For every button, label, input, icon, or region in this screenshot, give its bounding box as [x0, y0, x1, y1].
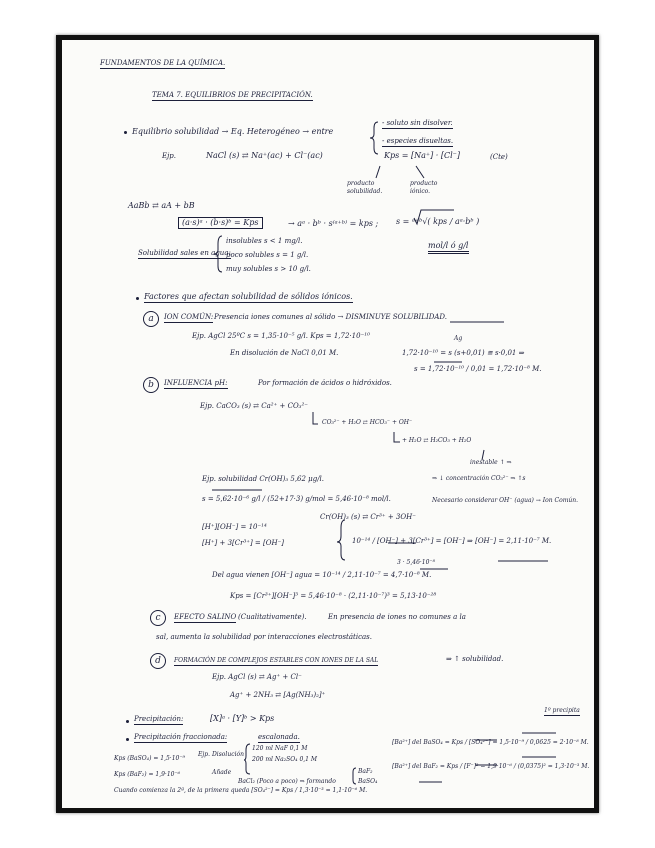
- croh3-dissociation: Cr(OH)₃ (s) ⇄ Cr³⁺ + 3OH⁻: [320, 513, 416, 521]
- insoluble-row: insolubles s < 1 mg/l.: [226, 237, 303, 245]
- ksp-expression: Kps = [Na⁺] · [Cl⁻]: [384, 151, 460, 160]
- solution-naf: 120 ml NaF 0,1 M: [252, 745, 308, 752]
- ion-comun-text: Presencia iones comunes al sólido → DISMINUYE SOLUBILIDAD.: [214, 313, 447, 321]
- cr-concentration: 3 · 5,46·10⁻⁸: [397, 559, 436, 566]
- agcl-complex-1: Ejp. AgCl (s) ⇄ Ag⁺ + Cl⁻: [212, 673, 302, 681]
- baf2-label: BaF₂: [358, 768, 373, 775]
- ionic-product-label: producto iónico.: [410, 180, 438, 195]
- ph-influence-title: INFLUENCIA pH:: [164, 379, 228, 387]
- notebook-page: [62, 40, 594, 808]
- item-a-marker: a: [143, 311, 159, 327]
- item-b-marker: b: [143, 377, 159, 393]
- bullet: [126, 738, 129, 741]
- ion-comun-title: ION COMÚN:: [164, 313, 214, 321]
- ba-from-baso4: [Ba²⁺] del BaSO₄ = Kps / [SO₄²⁻] = 1,5·10⁻⁹ / 0,0625 = 2·10⁻⁸ M.: [392, 739, 589, 746]
- salt-effect-title: EFECTO SALINO: [174, 613, 237, 621]
- oh-equation: 10⁻¹⁴ / [OH⁻] + 3[Cr³⁺] = [OH⁻] ⇒ [OH⁻] = 2,11·10⁻⁷ M.: [352, 537, 552, 545]
- baso4-label: BaSO₄: [358, 778, 378, 785]
- example-label: Ejp.: [162, 152, 176, 160]
- agcl-complex-2: Ag⁺ + 2NH₃ ⇄ [Ag(NH₃)₂]⁺: [230, 691, 326, 699]
- topic-title: TEMA 7. EQUILIBRIOS DE PRECIPITACIÓN.: [152, 91, 313, 99]
- kps-baf2: Kps (BaF₂) = 1,9·10⁻⁶: [114, 771, 181, 778]
- solubility-water-label: Solubilidad sales en agua:: [138, 249, 231, 257]
- precipitation-condition: [X]ᵃ · [Y]ᵇ > Kps: [210, 714, 275, 723]
- bullet: [136, 297, 139, 300]
- carbonate-chain-1: CO₃²⁻ + H₂O ⇄ HCO₃⁻ + OH⁻: [322, 419, 413, 426]
- fractional-precipitation-label: Precipitación fraccionada:: [134, 733, 228, 741]
- example-label-2: Ejp.: [198, 751, 210, 758]
- ag-note: Ag: [454, 335, 463, 342]
- ph-influence-text: Por formación de ácidos o hidróxidos.: [258, 379, 392, 387]
- ksp-note: (Cte): [490, 153, 508, 161]
- muy-soluble-row: muy solubles s > 10 g/l.: [226, 265, 311, 273]
- kps-baso4: Kps (BaSO₄) = 1,5·10⁻⁹: [114, 755, 185, 762]
- factors-title: Factores que afectan solubilidad de sólidos iónicos.: [144, 292, 353, 301]
- complex-formation-title: FORMACIÓN DE COMPLEJOS ESTABLES CON IONES DE LA SAL: [174, 657, 379, 664]
- ion-comun-note: Necesario considerar OH⁻ (agua) → Ion Común.: [432, 497, 579, 504]
- add-label: Añade: [212, 769, 232, 776]
- item-c-marker: c: [150, 610, 166, 626]
- ba-from-baf2: [Ba²⁺] del BaF₂ = Kps / [F⁻]² = 1,9·10⁻⁶ / (0,0375)² = 1,3·10⁻³ M.: [392, 763, 590, 770]
- course-title: FUNDAMENTOS DE LA QUÍMICA.: [100, 59, 226, 67]
- bullet: [124, 131, 127, 134]
- croh3-example: Ejp. solubilidad Cr(OH)₃ 5,62 μg/l.: [202, 475, 325, 483]
- oh-from-water: Del agua vienen [OH⁻] agua = 10⁻¹⁴ / 2,11·10⁻⁷ = 4,7·10⁻⁸ M.: [212, 571, 432, 579]
- remaining-sulfate: Cuando comienza la 2ª, de la primera queda [SO₄²⁻] = Kps / 1,3·10⁻³ = 1,1·10⁻⁶ M.: [114, 787, 368, 794]
- carbonate-note: ⇒ ↓ concentración CO₃²⁻ ⇒ ↑s: [432, 475, 526, 482]
- agcl-example: Ejp. AgCl 25ºC s = 1,35·10⁻⁵ g/l. Kps = 1,72·10⁻¹⁰: [192, 332, 370, 340]
- caco3-equation: Ejp. CaCO₃ (s) ⇄ Ca²⁺ + CO₃²⁻: [200, 402, 308, 410]
- croh3-molar-calc: s = 5,62·10⁻⁶ g/l / (52+17·3) g/mol = 5,46·10⁻⁸ mol/l.: [202, 495, 391, 503]
- general-equation: AaBb ⇄ aA + bB: [128, 201, 195, 210]
- solubility-formula: s = ᵃ⁺ᵇ√( kps / aᵃ·bᵇ ): [396, 217, 480, 226]
- croh3-kps: Kps = [Cr³⁺][OH⁻]³ = 5,46·10⁻⁸ · (2,11·10⁻⁷)³ = 5,13·10⁻²⁸: [230, 592, 437, 600]
- salt-effect-paren: (Cualitativamente).: [238, 613, 307, 621]
- water-kw: [H⁺][OH⁻] = 10⁻¹⁴: [202, 523, 267, 531]
- equilibrium-label: Equilibrio solubilidad → Eq. Heterogéneo → entre: [132, 127, 334, 136]
- fractional-kind: escalonada.: [258, 733, 300, 741]
- solution-na2so4: 200 ml Na₂SO₄ 0,1 M: [252, 756, 318, 763]
- nacl-equation: NaCl (s) ⇄ Na⁺(ac) + Cl⁻(ac): [206, 151, 323, 160]
- precipitation-label: Precipitación:: [134, 715, 184, 723]
- complex-formation-tail: ⇒ ↑ solubilidad.: [446, 655, 504, 663]
- salt-effect-text-2: sal, aumenta la solubilidad por interacciones electrostáticas.: [156, 633, 372, 641]
- carbonate-chain-2: + H₂O ⇄ H₂CO₃ + H₂O: [402, 437, 472, 444]
- solubility-units: mol/l ó g/l: [428, 242, 469, 254]
- brace-item-2: - especies disueltas.: [382, 137, 454, 145]
- agcl-common-ion-calc: 1,72·10⁻¹⁰ = s (s+0,01) ≅ s·0,01 ⇒: [402, 349, 525, 357]
- agcl-result: s = 1,72·10⁻¹⁰ / 0,01 = 1,72·10⁻⁸ M.: [414, 365, 542, 373]
- nacl-dissolution: En disolución de NaCl 0,01 M.: [230, 349, 339, 357]
- carbonate-chain-3: inestable ↑ ⇒: [470, 459, 512, 466]
- first-precipitates-note: 1º precipita: [544, 707, 580, 714]
- general-arrow: → aᵃ · bᵇ · s⁽ᵃ⁺ᵇ⁾ = kps ;: [288, 219, 379, 228]
- boxed-ksp: (a·s)ᵃ · (b·s)ᵇ = Kps: [178, 217, 263, 229]
- poco-soluble-row: poco solubles s = 1 g/l.: [226, 251, 309, 259]
- salt-effect-text: En presencia de iones no comunes a la: [328, 613, 466, 621]
- bullet: [126, 720, 129, 723]
- dissolution-label: Disolución: [212, 751, 244, 758]
- solubility-product-label: producto solubilidad.: [347, 180, 383, 195]
- bacl2-addition: BaCl₂ (Poco a poco) ⇒ formando: [238, 778, 336, 785]
- charge-balance: [H⁺] + 3[Cr³⁺] = [OH⁻]: [202, 539, 285, 547]
- item-d-marker: d: [150, 653, 166, 669]
- brace-item-1: - soluto sin disolver.: [382, 119, 453, 127]
